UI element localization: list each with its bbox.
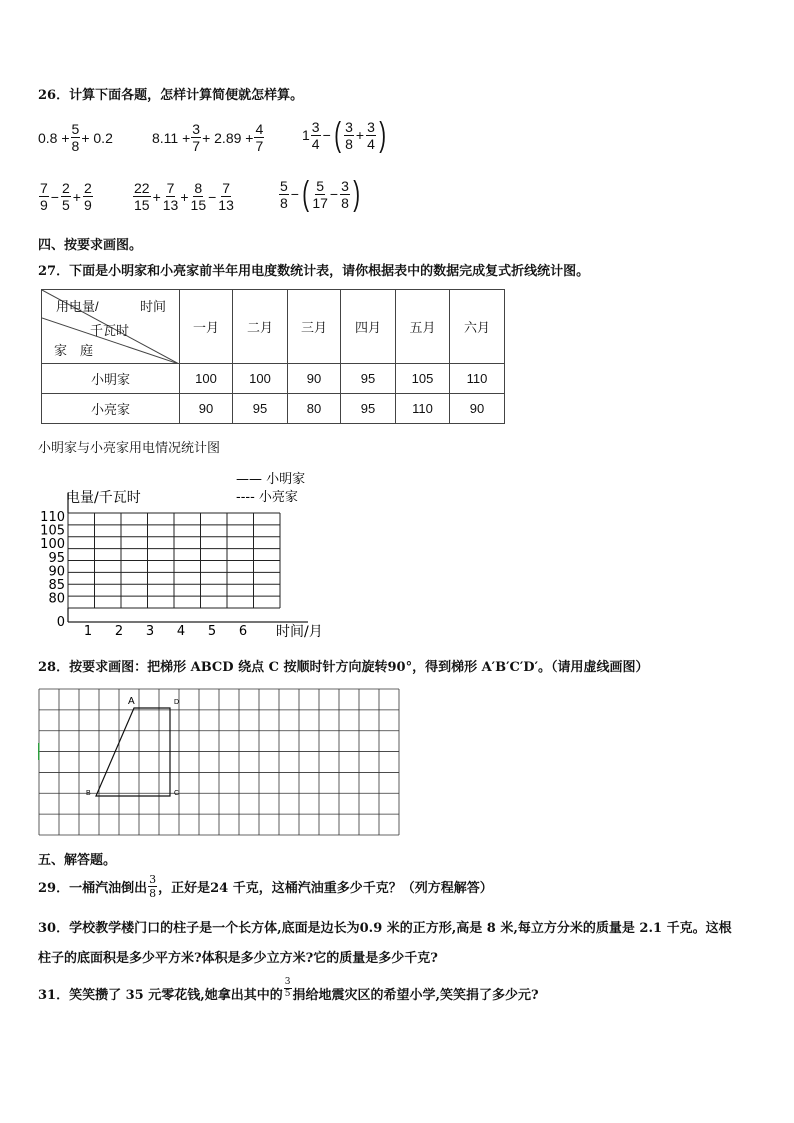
table-cell: 95 <box>233 394 288 424</box>
denominator: 9 <box>40 197 48 213</box>
denominator: 8 <box>71 138 80 154</box>
chart-caption: 小明家与小亮家用电情况统计图 <box>38 440 221 455</box>
fraction <box>311 120 321 151</box>
corner-label-time: 时间 <box>140 299 167 314</box>
fraction <box>133 181 151 212</box>
chart-grid <box>68 493 308 622</box>
operator: − <box>322 127 331 143</box>
x-tick-label: 4 <box>176 624 186 639</box>
expr-text: + 2.89 + <box>202 129 254 146</box>
q26-expr-6 <box>278 177 362 211</box>
table-cell: 100 <box>233 364 288 394</box>
q26-expr-1 <box>38 122 113 153</box>
month-header: 六月 <box>450 290 505 364</box>
q31-text-pre: 31．笑笑攒了 35 元零花钱,她拿出其中的 <box>38 988 283 1003</box>
y-tick-label: 95 <box>48 550 65 566</box>
numerator: 5 <box>316 177 324 194</box>
numerator: 8 <box>194 180 203 196</box>
fraction <box>148 874 157 899</box>
fraction <box>191 181 207 212</box>
corner-label-top: 用电量/ <box>56 299 99 314</box>
fraction <box>340 179 350 210</box>
operator: − <box>290 186 299 202</box>
numerator: 2 <box>83 180 92 196</box>
month-header: 一月 <box>180 290 233 364</box>
table-cell: 110 <box>396 394 450 424</box>
chart-y-axis-label: 电量/千瓦时 <box>66 490 141 506</box>
expr-text: 0.8 + <box>38 129 70 146</box>
operator: + <box>72 188 81 205</box>
y-tick-label: 110 <box>40 510 65 526</box>
operator: − <box>329 186 339 202</box>
table-cell: 80 <box>288 394 341 424</box>
q29-text-pre: 29．一桶汽油倒出 <box>38 881 148 896</box>
fraction <box>366 120 376 151</box>
numerator: 7 <box>166 180 175 196</box>
numerator: 2 <box>61 180 70 196</box>
fraction <box>344 120 354 151</box>
row-name: 小明家 <box>42 364 180 394</box>
table-cell: 100 <box>180 364 233 394</box>
denominator: 13 <box>218 197 234 213</box>
fraction <box>312 179 328 210</box>
fraction <box>279 179 289 210</box>
table-cell: 95 <box>341 364 396 394</box>
section-four-heading: 四、按要求画图。 <box>38 238 143 253</box>
denominator: 8 <box>280 194 288 211</box>
rotation-grid <box>38 688 400 838</box>
numerator: 3 <box>284 977 291 987</box>
numerator: 7 <box>40 180 48 196</box>
q29 <box>38 874 493 899</box>
denominator: 8 <box>149 887 157 900</box>
numerator: 3 <box>192 121 201 137</box>
table-cell: 90 <box>288 364 341 394</box>
point-b-label: B <box>86 790 91 797</box>
denominator: 5 <box>61 197 70 213</box>
y-tick-label: 0 <box>56 615 65 630</box>
q26-expr-3 <box>302 118 388 152</box>
y-tick-label: 100 <box>40 537 65 553</box>
fraction <box>61 181 71 212</box>
chart-x-axis-label: 时间/月 <box>276 624 323 640</box>
denominator: 8 <box>345 135 353 152</box>
q26-expr-4 <box>38 181 94 212</box>
denominator: 4 <box>311 135 320 152</box>
fraction <box>218 181 234 212</box>
q28-title: 28．按要求画图：把梯形 ABCD 绕点 C 按顺时针方向旋转90°，得到梯形 A′B′C′D′。（请用虚线画图） <box>38 660 649 675</box>
fraction <box>71 122 81 153</box>
y-tick-label: 80 <box>48 591 65 607</box>
denominator: 17 <box>312 194 328 211</box>
operator: − <box>208 188 217 205</box>
fraction <box>163 181 179 212</box>
table-cell: 95 <box>341 394 396 424</box>
fraction <box>284 978 292 999</box>
fraction <box>254 122 264 153</box>
numerator: 3 <box>341 177 349 194</box>
fraction <box>83 181 93 212</box>
table-corner-cell <box>42 290 180 364</box>
denominator: 15 <box>134 197 150 213</box>
denominator: 9 <box>83 197 92 213</box>
legend-xiaoming: —— 小明家 <box>236 472 306 487</box>
y-tick-labels <box>40 510 65 630</box>
square-grid <box>39 689 399 835</box>
denominator: 7 <box>255 138 264 154</box>
q31 <box>38 977 539 1003</box>
point-c-label: C <box>174 790 180 797</box>
x-tick-label: 5 <box>207 624 217 639</box>
q31-text-post: 捐给地震灾区的希望小学,笑笑捐了多少元? <box>292 988 539 1003</box>
point-d-label: D <box>174 699 180 706</box>
numerator: 5 <box>71 121 80 137</box>
corner-label-unit: 千瓦时 <box>90 323 130 338</box>
operator: + <box>355 127 365 143</box>
expr-text: 8.11 + <box>152 129 191 146</box>
month-header: 四月 <box>341 290 396 364</box>
q30-line2: 柱子的底面积是多少平方米?体积是多少立方米?它的质量是多少千克? <box>38 951 438 966</box>
numerator: 3 <box>367 118 375 135</box>
table-cell: 90 <box>180 394 233 424</box>
line-chart-grid <box>30 465 330 645</box>
fraction <box>39 181 49 212</box>
y-tick-label: 85 <box>48 577 65 593</box>
numerator: 22 <box>134 180 150 196</box>
q26-expr-2 <box>152 122 265 153</box>
x-tick-label: 6 <box>238 624 248 639</box>
right-paren: ) <box>353 175 360 213</box>
numerator: 5 <box>280 177 288 194</box>
whole-number: 1 <box>302 127 310 143</box>
operator: − <box>50 188 59 205</box>
q27-title: 27．下面是小明家和小亮家前半年用电度数统计表，请你根据表中的数据完成复式折线统计图。 <box>38 264 590 279</box>
x-tick-label: 2 <box>114 624 124 639</box>
operator: + <box>180 188 189 205</box>
denominator: 5 <box>284 989 291 999</box>
fraction <box>191 122 201 153</box>
denominator: 13 <box>162 197 179 213</box>
numerator: 3 <box>345 118 353 135</box>
denominator: 8 <box>341 194 349 211</box>
q30-line1: 30．学校教学楼门口的柱子是一个长方体,底面是边长为0.9 米的正方形,高是 8 米,每立方分米的质量是 2.1 千克。这根 <box>38 921 732 936</box>
numerator: 3 <box>311 118 320 135</box>
operator: + <box>152 188 161 205</box>
right-paren: ) <box>379 116 386 154</box>
legend-xiaoliang: ---- 小亮家 <box>236 490 298 505</box>
numerator: 4 <box>255 121 264 137</box>
q26-expr-5 <box>132 181 235 212</box>
corner-label-family: 家 庭 <box>54 343 94 358</box>
x-tick-label: 1 <box>83 624 93 639</box>
expr-text: + 0.2 <box>81 129 113 146</box>
q26-title: 26．计算下面各题，怎样计算简便就怎样算。 <box>38 88 304 103</box>
denominator: 15 <box>190 197 207 213</box>
x-tick-labels <box>84 624 247 639</box>
month-header: 二月 <box>233 290 288 364</box>
row-name: 小亮家 <box>42 394 180 424</box>
denominator: 7 <box>192 138 201 154</box>
numerator: 7 <box>222 180 230 196</box>
numerator: 3 <box>149 873 157 886</box>
denominator: 4 <box>367 135 375 152</box>
x-tick-label: 3 <box>145 624 155 639</box>
month-header: 五月 <box>396 290 450 364</box>
month-header: 三月 <box>288 290 341 364</box>
point-a-label: A <box>128 696 135 707</box>
table-cell: 90 <box>450 394 505 424</box>
section-five-heading: 五、解答题。 <box>38 853 117 868</box>
y-tick-label: 105 <box>40 523 65 539</box>
left-paren: ( <box>302 175 310 213</box>
left-paren: ( <box>334 116 341 154</box>
table-cell: 105 <box>396 364 450 394</box>
y-tick-label: 90 <box>48 564 65 580</box>
table-cell: 110 <box>450 364 505 394</box>
electricity-table <box>41 289 505 424</box>
q29-text-post: ，正好是24 千克，这桶汽油重多少千克？（列方程解答） <box>158 881 493 896</box>
